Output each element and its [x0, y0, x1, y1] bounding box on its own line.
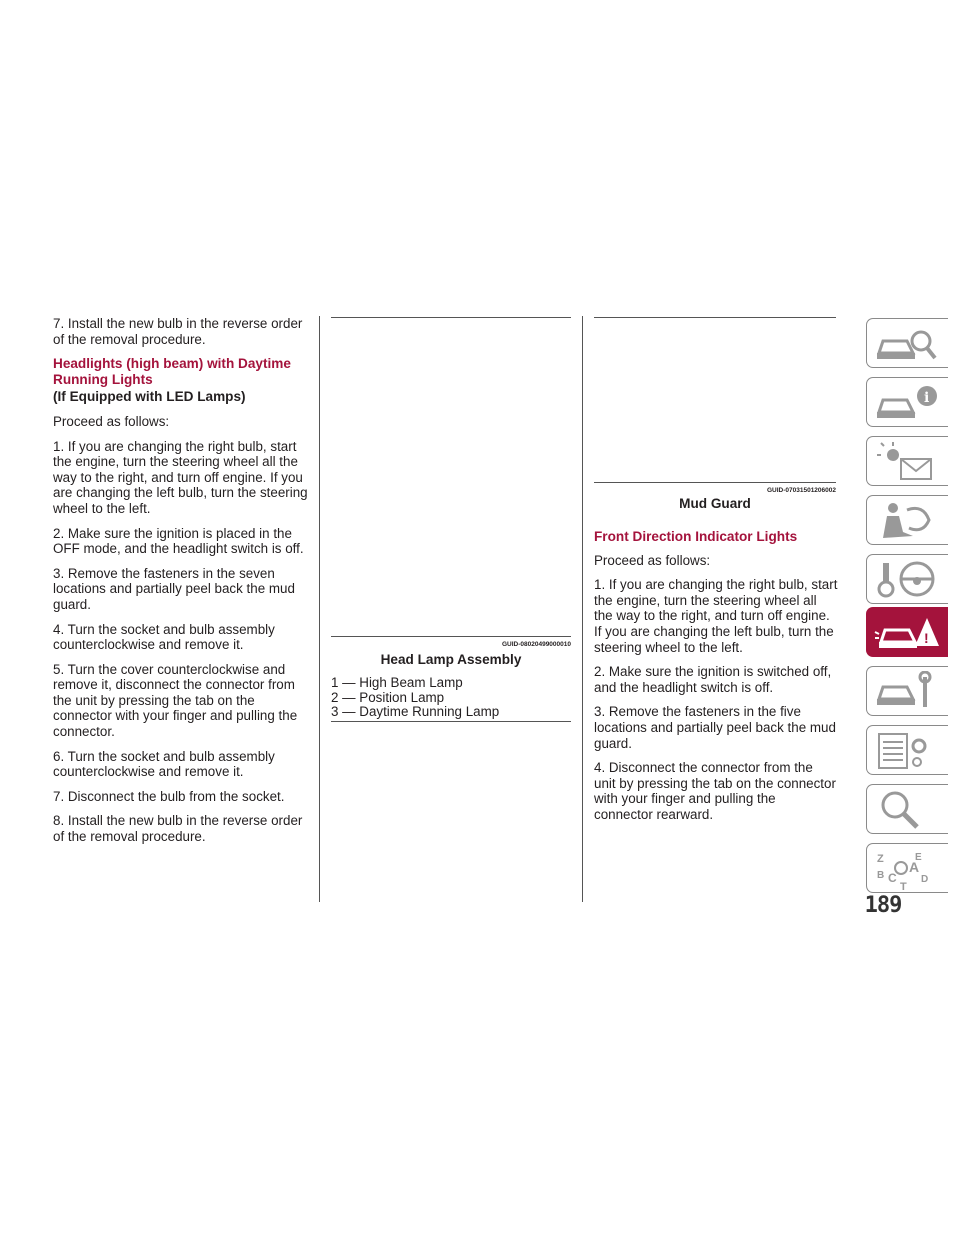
figure-caption: Head Lamp Assembly [380, 652, 522, 667]
step-2: 2. Make sure the ignition is placed in the OFF mode, and the headlight switch is off. [53, 525, 304, 557]
sidebar-tab-warning-lights[interactable] [866, 436, 948, 486]
right-text-column [594, 529, 838, 832]
index-letter: A [909, 859, 920, 875]
car-info-icon [873, 382, 943, 424]
svg-text:!: ! [924, 630, 929, 646]
legend-bottom-rule [331, 721, 571, 722]
sidebar-tab-specifications[interactable] [866, 725, 948, 775]
figure-caption: Mud Guard [679, 496, 751, 511]
step-3: 3. Remove the fasteners in the five locations and partially peel back the mud guard. [594, 704, 836, 751]
head-lamp-assembly-figure [331, 318, 571, 636]
section-subheading-led: (If Equipped with LED Lamps) [53, 389, 246, 405]
procedure-intro: Proceed as follows: [594, 552, 711, 568]
car-wrench-icon [873, 671, 943, 713]
sidebar-tab-instrument[interactable] [866, 377, 948, 427]
mud-guard-figure [594, 318, 836, 481]
sidebar-tab-servicing[interactable] [866, 666, 948, 716]
svg-text:i: i [924, 390, 930, 406]
figure-legend [331, 676, 499, 720]
sidebar-tab-search[interactable] [866, 784, 948, 834]
step-4: 4. Disconnect the connector from the unit by pressing the tab on the connector with your finger and pulling the connector rearward. [594, 760, 836, 822]
figure-bottom-rule [331, 636, 571, 637]
sidebar-tab-index[interactable] [866, 843, 948, 893]
step-2: 2. Make sure the ignition is switched off, and the headlight switch is off. [594, 664, 832, 695]
step-7: 7. Disconnect the bulb from the socket. [53, 788, 285, 804]
step-8: 8. Install the new bulb in the reverse order of the removal procedure. [53, 813, 303, 845]
step-1: 1. If you are changing the right bulb, start the engine, turn the steering wheel all the way to the right, and turn off engine. If you are changing the left bulb, turn the steering wheel to the left. [594, 577, 838, 655]
sidebar-tab-getting-to-know[interactable] [866, 318, 948, 368]
step-5: 5. Turn the cover counterclockwise and remove it, disconnect the connector from the unit by pressing the tab on the connector with your finger and pulling the connector. [53, 661, 298, 740]
car-warning-triangle-icon [873, 612, 943, 654]
legend-item: 2 — Position Lamp [331, 689, 445, 705]
legend-item: 1 — High Beam Lamp [331, 675, 463, 690]
index-letter: T [900, 881, 907, 890]
specs-list-gear-icon [873, 730, 943, 772]
index-letter: E [915, 852, 922, 863]
alphabet-index-icon [873, 848, 943, 890]
step-6: 6. Turn the socket and bulb assembly counterclockwise and remove it. [53, 748, 275, 780]
seat-airbag-icon [873, 500, 943, 542]
figure-guid: GUID-07031501206002 [766, 487, 836, 494]
section-heading-high-beam: Headlights (high beam) with Daytime Running Lights [53, 356, 291, 387]
page-number: 189 [864, 893, 902, 918]
column-divider-left [319, 316, 320, 902]
warning-light-envelope-icon [873, 441, 943, 483]
left-text-column [53, 316, 311, 854]
sidebar-tab-starting-driving[interactable] [866, 554, 948, 604]
procedure-intro: Proceed as follows: [53, 413, 170, 429]
index-letter: Z [877, 853, 884, 865]
index-letter: D [921, 874, 929, 885]
key-steering-wheel-icon [873, 559, 943, 601]
car-magnifier-icon [873, 323, 943, 365]
step-1: 1. If you are changing the right bulb, start the engine, turn the steering wheel all the way to the right, and turn off engine. If you are changing the left bulb, turn the steering wheel to the left. [53, 438, 308, 516]
sidebar-tab-safety[interactable] [866, 495, 948, 545]
section-heading-front-direction: Front Direction Indicator Lights [594, 529, 798, 544]
index-letter: B [877, 870, 885, 881]
figure-bottom-rule [594, 482, 836, 483]
step-4: 4. Turn the socket and bulb assembly counterclockwise and remove it. [53, 621, 275, 653]
sidebar-tab-in-case-of-emergency[interactable] [866, 607, 948, 657]
index-letter: C [888, 871, 897, 885]
column-divider-right [582, 316, 583, 902]
legend-item: 3 — Daytime Running Lamp [331, 704, 500, 720]
magnifier-icon [873, 789, 943, 831]
step-3: 3. Remove the fasteners in the seven locations and partially peel back the mud guard. [53, 565, 295, 612]
figure-guid: GUID-08020499000010 [501, 641, 571, 648]
step-7-continued: 7. Install the new bulb in the reverse order of the removal procedure. [53, 316, 303, 347]
